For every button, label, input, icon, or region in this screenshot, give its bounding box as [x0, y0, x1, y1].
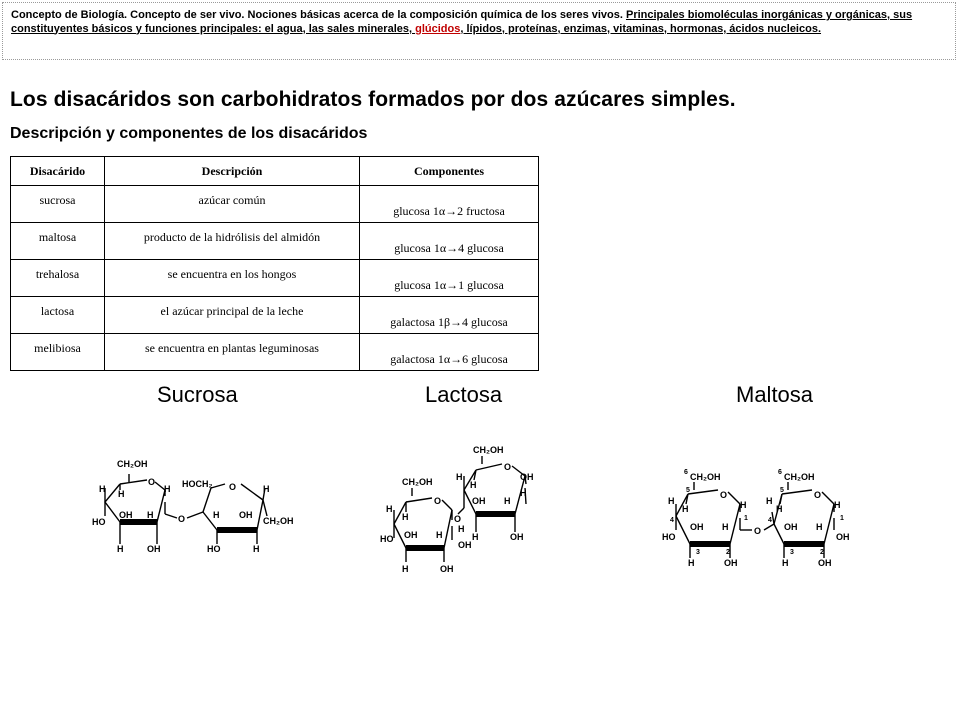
label-bridge-o: O [454, 514, 462, 524]
label-h: H [472, 532, 479, 542]
header-text: Concepto de Biología. Concepto de ser vivo. Nociones básicas acerca de la composición química de los seres vivos. [11, 9, 626, 21]
label-ho: HO [662, 532, 676, 542]
label-h: H [668, 496, 675, 506]
label-h: H [99, 484, 106, 494]
label-ch2oh: CH₂OH [117, 459, 148, 469]
header-disacarido: Disacárido [11, 157, 105, 186]
label-oh: OH [440, 564, 454, 574]
page-title: Los disacáridos son carbohidratos formados por dos azúcares simples. [10, 88, 736, 111]
table-row [11, 186, 539, 223]
label-oh: OH [818, 558, 832, 568]
label-h: H [470, 480, 477, 490]
header-componentes: Componentes [360, 157, 539, 186]
table-row [11, 260, 539, 297]
label-carbon-4: 4 [768, 517, 772, 524]
cell-components: glucosa 1α→4 glucosa [360, 223, 539, 260]
label-oh: OH [836, 532, 850, 542]
table-row [11, 334, 539, 371]
cell-description: se encuentra en los hongos [105, 260, 360, 297]
label-carbon-4: 4 [670, 517, 674, 524]
label-ring-o: O [814, 490, 822, 500]
label-h: H [722, 522, 729, 532]
cell-components: glucosa 1α→2 fructosa [360, 186, 539, 223]
cell-description: producto de la hidrólisis del almidón [105, 223, 360, 260]
cell-description: se encuentra en plantas leguminosas [105, 334, 360, 371]
label-h: H [164, 484, 171, 494]
label-h: H [688, 558, 695, 568]
label-carbon-1: 1 [744, 515, 748, 522]
sucrosa-structure-diagram [85, 440, 310, 565]
maltosa-structure-diagram [660, 460, 860, 575]
table-row [11, 297, 539, 334]
label-h: H [766, 496, 773, 506]
label-oh: OH [239, 510, 253, 520]
label-ring-o: O [148, 477, 156, 487]
label-ho: HO [380, 534, 394, 544]
label-h: H [458, 524, 465, 534]
label-hoch2: HOCH₂ [182, 479, 213, 489]
label-oh: OH [520, 472, 534, 482]
label-ch2oh: CH₂OH [473, 445, 504, 455]
label-oh: OH [510, 532, 524, 542]
label-oh: OH [690, 522, 704, 532]
cell-name: melibiosa [11, 334, 105, 371]
cell-components: galactosa 1α→6 glucosa [360, 334, 539, 371]
label-ch2oh: CH₂OH [784, 472, 815, 482]
label-oh: OH [147, 544, 161, 554]
label-oh: OH [119, 510, 133, 520]
label-carbon-2: 2 [726, 549, 730, 556]
label-h: H [117, 544, 124, 554]
cell-name: maltosa [11, 223, 105, 260]
label-h: H [504, 496, 511, 506]
label-h: H [682, 504, 689, 514]
label-carbon-5: 5 [780, 487, 784, 494]
header-box [2, 2, 956, 60]
label-oh: OH [404, 530, 418, 540]
cell-components: galactosa 1β→4 glucosa [360, 297, 539, 334]
table-header-row [11, 157, 539, 186]
caption-lactosa: Lactosa [425, 382, 503, 407]
caption-maltosa: Maltosa [736, 382, 814, 407]
label-h: H [402, 564, 409, 574]
label-ring-o: O [504, 462, 512, 472]
label-h: H [520, 488, 527, 498]
label-h: H [776, 504, 783, 514]
lactosa-structure-diagram [380, 440, 550, 575]
label-oh: OH [724, 558, 738, 568]
label-carbon-1: 1 [840, 515, 844, 522]
label-h: H [436, 530, 443, 540]
header-link-rest[interactable]: , lípidos, proteínas, enzimas, vitaminas, hormonas, ácidos nucleicos. [460, 22, 822, 35]
label-h: H [740, 500, 747, 510]
header-descripcion: Descripción [105, 157, 360, 186]
label-ho: HO [92, 517, 106, 527]
label-ho: HO [207, 544, 221, 554]
header-link-biomoleculas[interactable]: Principales biomoléculas inorgánicas y orgánicas, sus constituyentes básicos y funciones principales: el agua, las sales minerales, [11, 9, 913, 35]
label-carbon-3: 3 [790, 549, 794, 556]
label-ch2oh: CH₂OH [402, 477, 433, 487]
label-h: H [253, 544, 260, 554]
label-ch2oh: CH₂OH [263, 516, 294, 526]
label-carbon-2: 2 [820, 549, 824, 556]
section-subtitle: Descripción y componentes de los disacáridos [10, 125, 368, 142]
table-row [11, 223, 539, 260]
label-h: H [834, 500, 841, 510]
cell-name: sucrosa [11, 186, 105, 223]
label-h: H [782, 558, 789, 568]
label-carbon-5: 5 [686, 487, 690, 494]
label-h: H [402, 512, 409, 522]
label-ring-o: O [720, 490, 728, 500]
cell-description: el azúcar principal de la leche [105, 297, 360, 334]
label-h: H [147, 510, 154, 520]
label-h: H [456, 472, 463, 482]
disaccharides-table [10, 156, 539, 371]
cell-components: glucosa 1α→1 glucosa [360, 260, 539, 297]
label-ring-o: O [434, 496, 442, 506]
label-h: H [118, 489, 125, 499]
label-h: H [263, 484, 270, 494]
label-h: H [816, 522, 823, 532]
label-carbon-6: 6 [778, 469, 782, 476]
header-link-glucidos[interactable]: glúcidos [415, 22, 461, 35]
label-carbon-6: 6 [684, 469, 688, 476]
label-oh: OH [472, 496, 486, 506]
cell-name: trehalosa [11, 260, 105, 297]
label-ring-o: O [229, 482, 237, 492]
label-h: H [386, 504, 393, 514]
label-h: H [213, 510, 220, 520]
caption-sucrosa: Sucrosa [157, 382, 238, 407]
cell-name: lactosa [11, 297, 105, 334]
label-carbon-3: 3 [696, 549, 700, 556]
cell-description: azúcar común [105, 186, 360, 223]
label-bridge-o: O [754, 526, 762, 536]
label-oh: OH [458, 540, 472, 550]
label-bridge-o: O [178, 514, 186, 524]
label-oh: OH [784, 522, 798, 532]
label-ch2oh: CH₂OH [690, 472, 721, 482]
